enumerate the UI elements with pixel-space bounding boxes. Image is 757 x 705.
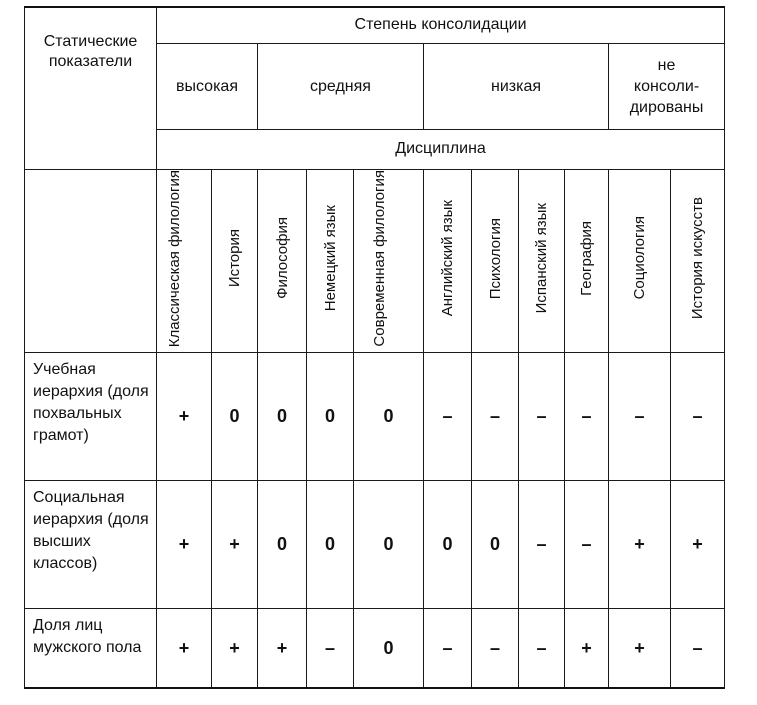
discipline-cell (157, 169, 212, 352)
discipline-cell (519, 169, 565, 352)
value-cell: 0 (354, 480, 424, 608)
group-high-text: высокая (176, 77, 238, 95)
row-label (25, 480, 157, 608)
value-cell: + (157, 480, 212, 608)
discipline-header-text: Дисциплина (395, 140, 486, 157)
discipline-cell (671, 169, 725, 352)
value-cell: – (424, 608, 472, 688)
row-label (25, 352, 157, 480)
value-cell: – (519, 480, 565, 608)
value-cell: + (157, 352, 212, 480)
row-label (25, 608, 157, 688)
discipline-name: География (578, 220, 595, 296)
discipline-name: Классическая филология (166, 169, 183, 347)
group-not-consolidated-text: не консоли-дированы (629, 56, 704, 116)
discipline-cell (472, 169, 519, 352)
discipline-name: Современная филология (370, 169, 388, 347)
value-cell: + (609, 480, 671, 608)
value-cell: 0 (472, 480, 519, 608)
discipline-cell (307, 169, 354, 352)
discipline-cell (258, 169, 307, 352)
row-label-text: Социальная иерархия (доля высших классов) (33, 488, 149, 572)
consolidation-header (157, 7, 725, 43)
value-cell: – (609, 352, 671, 480)
table-row (25, 608, 725, 688)
value-cell: 0 (258, 480, 307, 608)
discipline-header (157, 129, 725, 169)
row-label-text: Учебная иерархия (доля похвальных грамот) (33, 360, 149, 444)
group-not-consolidated (609, 43, 725, 129)
table-container (24, 6, 724, 696)
discipline-cell (609, 169, 671, 352)
value-cell: + (212, 480, 258, 608)
corner-header-text: Статические показатели (43, 33, 138, 70)
value-cell: + (258, 608, 307, 688)
value-cell: – (472, 608, 519, 688)
value-cell: + (157, 608, 212, 688)
group-medium-text: средняя (310, 77, 371, 95)
row-label-text: Доля лиц мужского пола (33, 616, 142, 656)
discipline-cell (424, 169, 472, 352)
group-high (157, 43, 258, 129)
discipline-names-row (25, 169, 725, 352)
discipline-name: Социология (631, 216, 648, 300)
value-cell: 0 (258, 352, 307, 480)
consolidation-table (24, 6, 725, 689)
value-cell: – (565, 352, 609, 480)
discipline-name: История искусств (689, 197, 707, 320)
value-cell: – (671, 608, 725, 688)
discipline-cell (212, 169, 258, 352)
value-cell: – (519, 352, 565, 480)
value-cell: + (609, 608, 671, 688)
value-cell: – (519, 608, 565, 688)
value-cell: 0 (307, 480, 354, 608)
discipline-cell (565, 169, 609, 352)
value-cell: + (212, 608, 258, 688)
group-low-text: низкая (490, 77, 542, 95)
value-cell: – (671, 352, 725, 480)
discipline-name: Философия (273, 217, 291, 300)
value-cell: + (565, 608, 609, 688)
empty-corner-cell (25, 169, 157, 352)
value-cell: 0 (354, 352, 424, 480)
value-cell: + (671, 480, 725, 608)
table-row (25, 352, 725, 480)
value-cell: 0 (354, 608, 424, 688)
value-cell: – (565, 480, 609, 608)
table-row (25, 480, 725, 608)
value-cell: – (424, 352, 472, 480)
consolidation-header-text: Степень консолидации (354, 16, 527, 34)
value-cell: 0 (424, 480, 472, 608)
discipline-name: Испанский язык (533, 202, 550, 314)
group-medium (258, 43, 424, 129)
value-cell: – (307, 608, 354, 688)
discipline-name: Английский язык (439, 200, 456, 317)
value-cell: 0 (212, 352, 258, 480)
discipline-cell (354, 169, 424, 352)
discipline-name: История (226, 229, 243, 288)
value-cell: 0 (307, 352, 354, 480)
corner-header (25, 7, 157, 169)
discipline-name: Немецкий язык (321, 205, 339, 312)
group-low (424, 43, 609, 129)
value-cell: – (472, 352, 519, 480)
discipline-name: Психология (486, 217, 504, 299)
